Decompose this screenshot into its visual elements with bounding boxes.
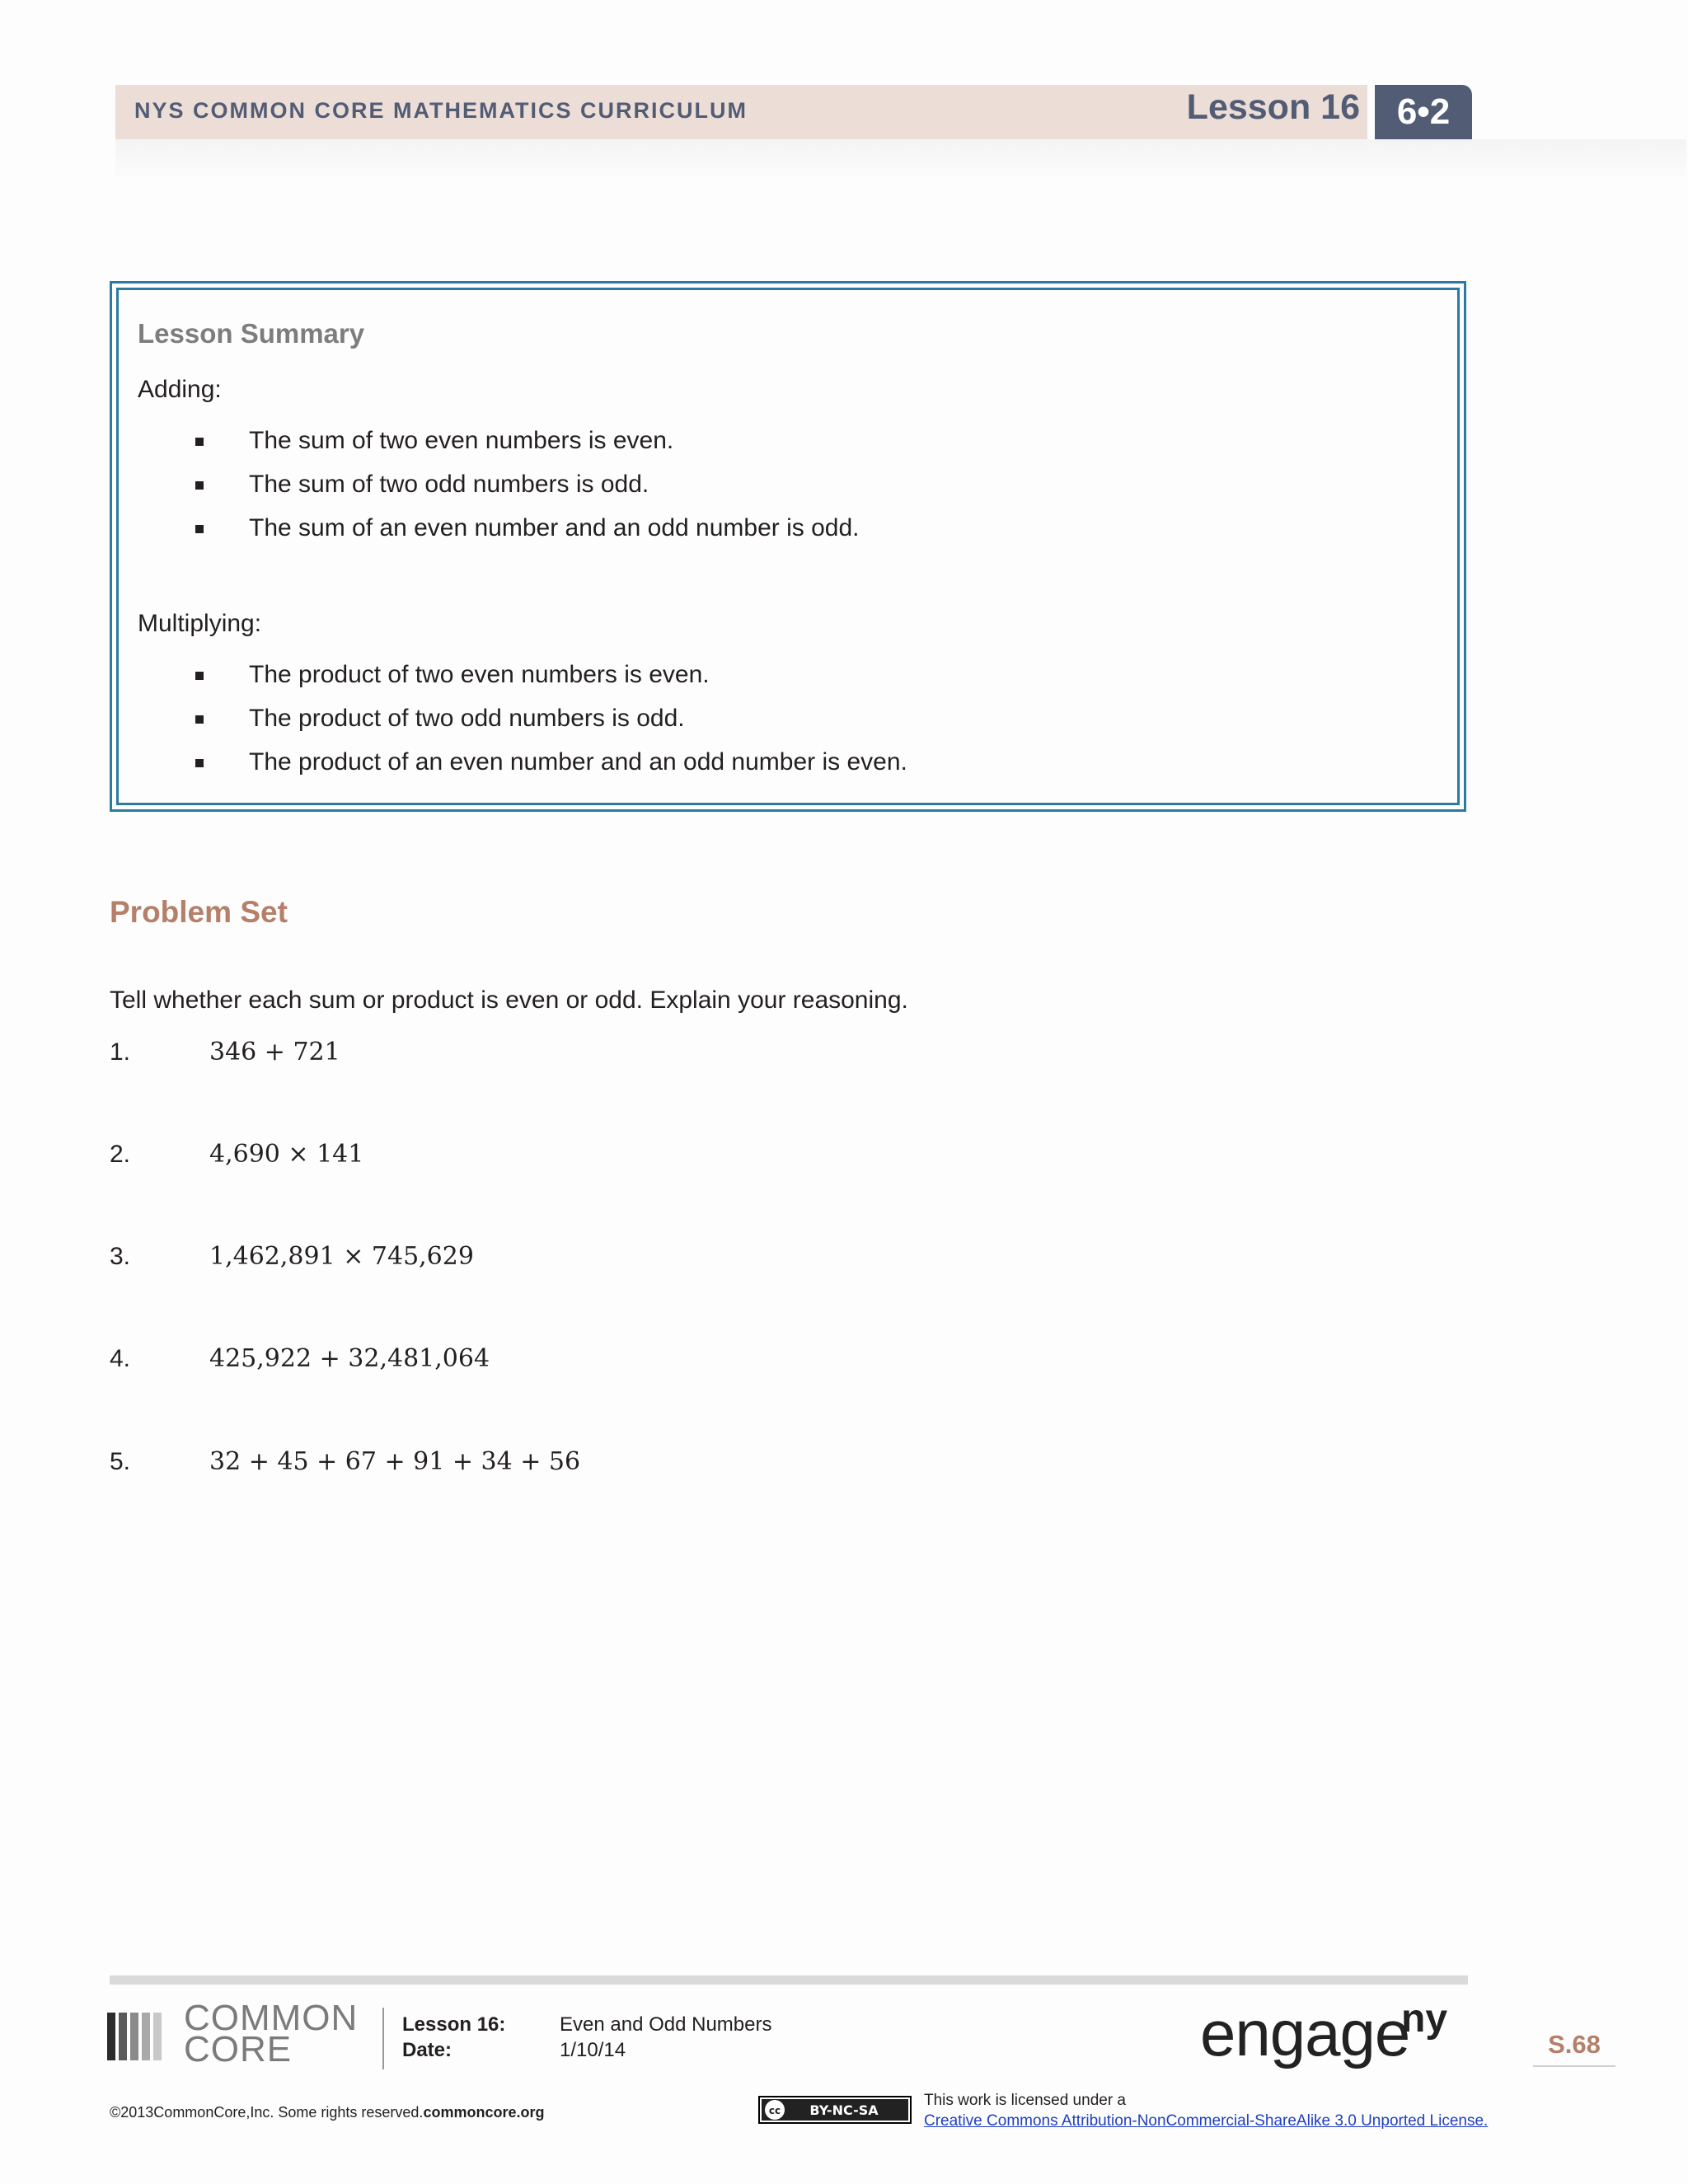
module-badge: 6•2	[1375, 85, 1472, 139]
multiplying-item: The product of two even numbers is even.	[249, 661, 710, 688]
problem-number: 4.	[110, 1345, 131, 1372]
footer-rule	[110, 1975, 1468, 1985]
footer-lesson-value: Even and Odd Numbers	[560, 2013, 772, 2036]
problem-set-title: Problem Set	[110, 895, 288, 929]
bullet-icon	[195, 525, 204, 533]
common-core-logo-icon	[107, 2008, 165, 2065]
problem-expression: 4,690 × 141	[209, 1140, 364, 1169]
bullet-icon	[195, 672, 204, 680]
lesson-summary-title: Lesson Summary	[138, 318, 365, 349]
copyright-notice	[110, 2104, 544, 2121]
copyright-text: ©2013CommonCore,Inc. Some rights reserved.	[110, 2104, 424, 2121]
bullet-icon	[195, 438, 204, 446]
bullet-icon	[195, 715, 204, 724]
curriculum-title: NYS COMMON CORE MATHEMATICS CURRICULUM	[134, 98, 748, 123]
engage-logo-text: engage	[1200, 1997, 1410, 2069]
creative-commons-badge-icon	[758, 2096, 912, 2124]
multiplying-item: The product of two odd numbers is odd.	[249, 705, 685, 732]
common-core-logo-text: CORE	[184, 2029, 293, 2069]
problem-number: 1.	[110, 1038, 131, 1066]
problem-expression: 32 + 45 + 67 + 91 + 34 + 56	[209, 1447, 581, 1476]
copyright-link[interactable]: commoncore.org	[423, 2104, 545, 2121]
page-number: S.68	[1548, 2030, 1601, 2059]
problem-set-instruction: Tell whether each sum or product is even or odd. Explain your reasoning.	[110, 987, 908, 1014]
adding-item: The sum of two even numbers is even.	[249, 427, 674, 454]
engage-logo-superscript: ny	[1401, 1997, 1448, 2041]
adding-item: The sum of an even number and an odd number is odd.	[249, 514, 860, 541]
problem-expression: 1,462,891 × 745,629	[209, 1242, 474, 1271]
footer-date-label: Date:	[402, 2039, 452, 2061]
multiplying-item: The product of an even number and an odd number is even.	[249, 748, 907, 776]
problem-number: 3.	[110, 1243, 131, 1270]
adding-item: The sum of two odd numbers is odd.	[249, 471, 649, 498]
common-core-logo-text: COMMON	[184, 1998, 359, 2038]
footer-date-value: 1/10/14	[560, 2039, 626, 2061]
footer-lesson-label: Lesson 16:	[402, 2013, 506, 2036]
problem-number: 2.	[110, 1141, 131, 1168]
bullet-icon	[195, 759, 204, 767]
header-shadow	[115, 139, 1686, 176]
adding-label: Adding:	[138, 376, 222, 403]
problem-expression: 425,922 + 32,481,064	[209, 1344, 490, 1373]
license-link[interactable]: Creative Commons Attribution-NonCommercial-ShareAlike 3.0 Unported License.	[924, 2112, 1489, 2130]
page-number-rule	[1533, 2065, 1615, 2067]
bullet-icon	[195, 481, 204, 490]
cc-badge-label: BY-NC-SA	[809, 2102, 879, 2118]
footer-divider	[382, 2008, 384, 2069]
problem-expression: 346 + 721	[209, 1038, 340, 1066]
lesson-title: Lesson 16	[1186, 87, 1360, 127]
svg-text:cc: cc	[768, 2105, 781, 2116]
multiplying-label: Multiplying:	[138, 610, 262, 637]
problem-number: 5.	[110, 1448, 131, 1475]
license-text: This work is licensed under a	[924, 2092, 1126, 2109]
